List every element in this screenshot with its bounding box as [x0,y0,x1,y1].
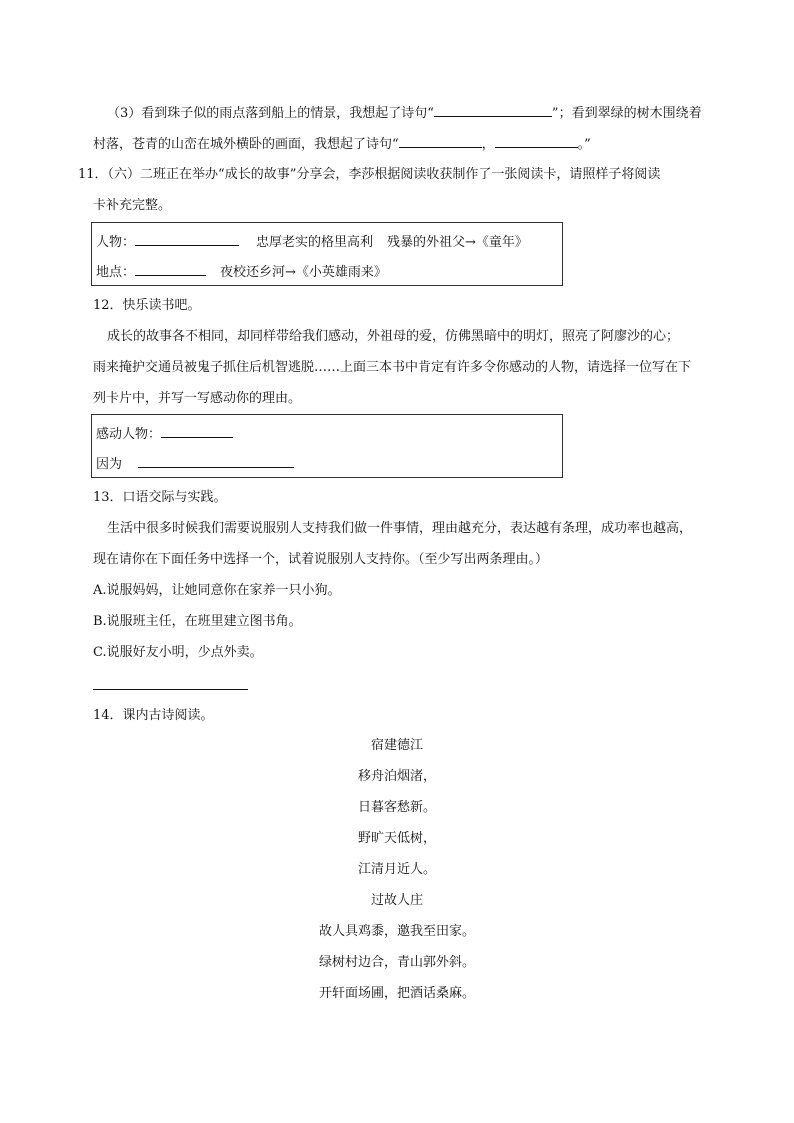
person-blank[interactable] [135,232,239,246]
q13-para-line1: 生活中很多时候我们需要说服别人支持我们做一件事情，理由越充分，表达越有条理，成功率也越高， [107,521,693,536]
q12-para-line1: 成长的故事各不相同，却同样带给我们感动，外祖母的爱，仿佛黑暗中的明灯，照亮了阿廖沙的心； [107,329,680,344]
q10-part3-line2 [93,134,591,153]
poem2-line: 绿树村边合，青山郭外斜。 [318,955,475,970]
card-example: 忠厚老实的格里高利 [256,235,374,250]
reading-card-row-place [96,262,387,281]
card-row-character [96,424,233,443]
q10-part3-line1 [107,103,702,122]
poem1-line: 野旷天低树， [357,831,436,846]
q13-title: 13．口语交际与实践。 [93,490,227,505]
q14-title: 14．课内古诗阅读。 [93,708,214,723]
moving-character-card [91,414,563,478]
q12-para-line2: 雨来掩护交通员被鬼子抓住后机智逃脱……上面三本书中肯定有许多令你感动的人物，请选择一位写在下 [93,360,692,375]
q13-option-b: B.说服班主任，在班里建立图书角。 [93,614,302,629]
q10-text: （3）看到珠子似的雨点落到船上的情景，我想起了诗句“ [107,106,434,121]
card-example: 夜校还乡河→《小英雄雨来》 [220,265,387,280]
poem1-line: 日暮客愁新。 [357,800,436,815]
q10-text: 村落，苍青的山峦在城外横卧的画面，我想起了诗句“ [93,137,399,152]
q12-title: 12．快乐读书吧。 [93,298,201,313]
card-label: 因为 [96,457,123,472]
q13-para-line2: 现在请你在下面任务中选择一个，试着说服别人支持你。（至少写出两条理由。） [93,552,549,567]
poem2-title: 过故人庄 [370,893,423,908]
poem1-line: 移舟泊烟渚， [357,769,436,784]
card-label: 地点： [96,265,136,280]
q13-answer-blank[interactable] [93,676,248,690]
q12-para-line3: 列卡片中，并写一写感动你的理由。 [93,391,302,406]
reading-card [91,222,563,286]
poem1-line: 江清月近人。 [357,862,436,877]
q11-prompt-line1: 11．（六）二班正在举办“成长的故事”分享会，李莎根据阅读收获制作了一张阅读卡，请照样子将阅读 [78,167,661,182]
card-label: 人物： [96,235,136,250]
reading-card-row-person [96,232,528,251]
answer-blank-1[interactable] [434,103,552,117]
answer-blank-3[interactable] [495,134,578,148]
card-example: 残暴的外祖父→《童年》 [387,235,528,250]
q13-option-c: C.说服好友小明，少点外卖。 [93,645,263,660]
q13-option-a: A.说服妈妈，让她同意你在家养一只小狗。 [93,583,341,598]
place-blank[interactable] [135,262,206,276]
reason-blank[interactable] [138,454,294,468]
poem2-line: 故人具鸡黍，邀我至田家。 [318,924,475,939]
q13-answer-line [93,676,248,695]
poem1-title: 宿建德江 [370,738,423,753]
q10-text: ， [481,137,495,152]
answer-blank-2[interactable] [399,134,482,148]
q10-text: ”；看到翠绿的树木围绕着 [551,106,702,121]
character-blank[interactable] [161,424,233,438]
q11-prompt-line2: 卡补充完整。 [93,198,172,213]
card-label: 感动人物： [96,427,162,442]
card-row-reason [96,454,294,473]
poem2-line: 开轩面场圃，把酒话桑麻。 [318,986,475,1001]
q10-text: 。” [577,137,591,152]
